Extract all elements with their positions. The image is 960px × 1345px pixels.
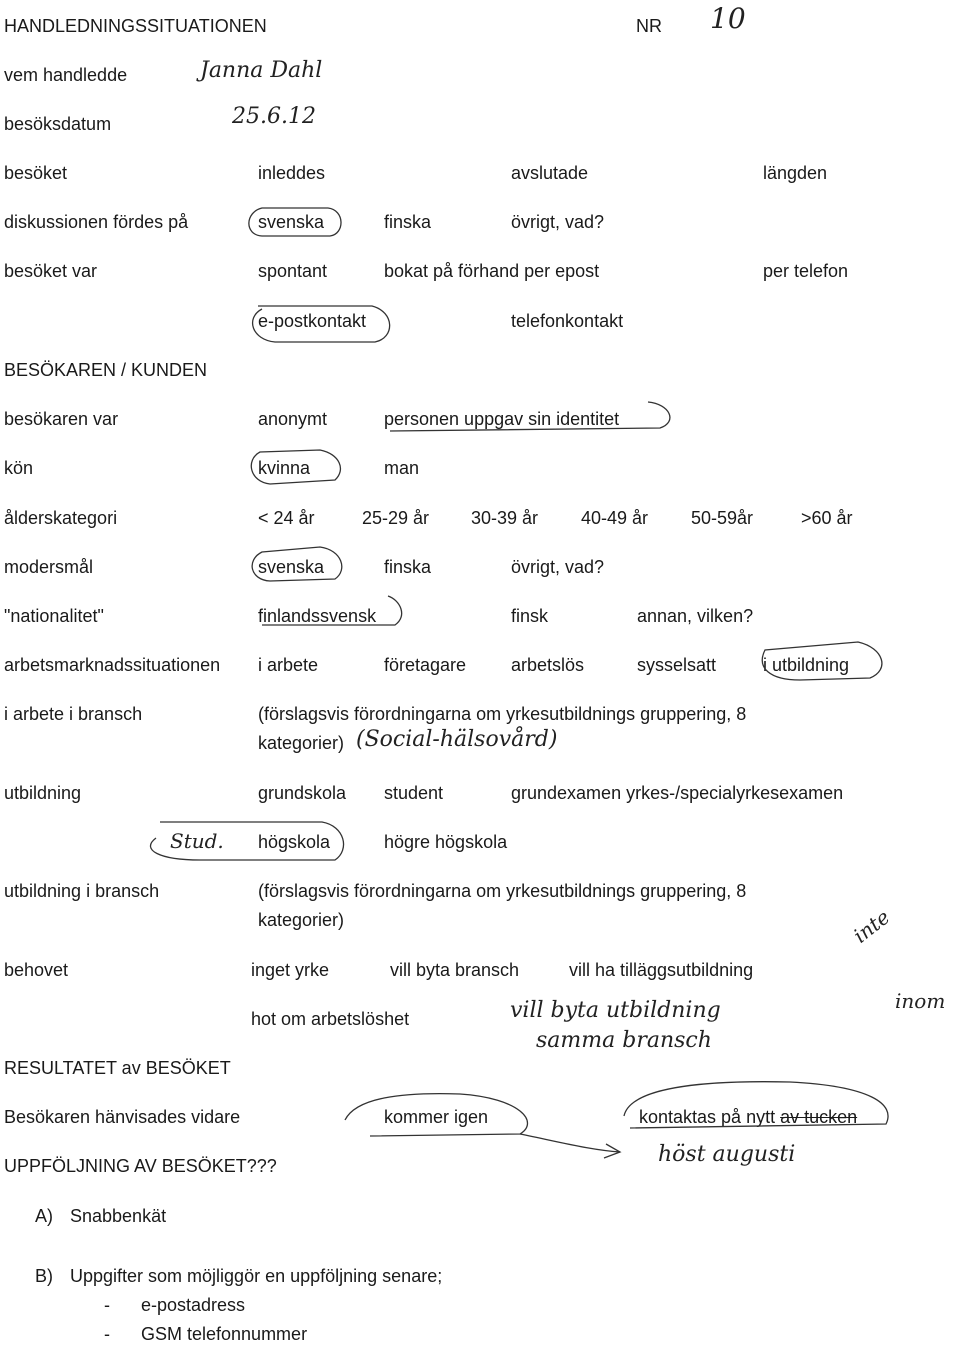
bransch-text-1: (förslagsvis förordningarna om yrkesutbildnings gruppering, 8 [258, 704, 747, 724]
besoksdatum-label: besöksdatum [4, 114, 112, 134]
kon-label: kön [4, 458, 34, 478]
behovet-handwritten-line1: vill byta utbildning [510, 998, 721, 1023]
uppfoljning-a-text: Snabbenkät [70, 1206, 167, 1226]
utbildning-option-hogre-hogskola: högre högskola [384, 832, 508, 852]
behovet-option-inget-yrke: inget yrke [251, 960, 330, 980]
utbildning-bransch-label: utbildning i bransch [4, 881, 160, 901]
utbildning-label: utbildning [4, 783, 82, 803]
nr-label: NR [636, 16, 662, 36]
besokaren-var-anonymt: anonymt [258, 409, 328, 429]
modersmal-option-svenska: svenska [258, 557, 325, 577]
nationalitet-option-annan: annan, vilken? [637, 606, 754, 626]
besoket-inleddes: inleddes [258, 163, 326, 183]
uppfoljning-dash-2: - [104, 1324, 110, 1344]
kommer-igen: kommer igen [384, 1107, 489, 1127]
bransch-handwritten: (Social-hälsovård) [356, 727, 558, 752]
arbetsmarknad-option-sysselsatt: sysselsatt [637, 655, 717, 675]
uppfoljning-b-marker: B) [35, 1266, 53, 1286]
behovet-handwritten-line2: samma bransch [536, 1028, 712, 1053]
kontaktas-struck: av tucken [780, 1107, 858, 1127]
utbildning-option-grundskola: grundskola [258, 783, 347, 803]
kontaktas-prefix: kontaktas på nytt [639, 1107, 776, 1127]
utbildning-bransch-text-2: kategorier) [258, 910, 345, 930]
hanvisades-label: Besökaren hänvisades vidare [4, 1107, 241, 1127]
besoket-avslutade: avslutade [511, 163, 589, 183]
behovet-handwritten-top: inte [848, 904, 895, 948]
uppfoljning-item-epost: e-postadress [141, 1295, 246, 1315]
nationalitet-option-finlandssvensk: finlandssvensk [258, 606, 377, 626]
diskussion-option-svenska: svenska [258, 212, 325, 232]
alder-option-1: < 24 år [258, 508, 315, 528]
kon-option-kvinna: kvinna [258, 458, 311, 478]
diskussion-option-ovrigt: övrigt, vad? [511, 212, 605, 232]
besoket-langden: längden [763, 163, 828, 183]
besoket-var-label: besöket var [4, 261, 98, 281]
uppfoljning-item-gsm: GSM telefonnummer [141, 1324, 308, 1344]
modersmal-label: modersmål [4, 557, 94, 577]
besoket-var-telefonkontakt: telefonkontakt [511, 311, 624, 331]
form-title: HANDLEDNINGSSITUATIONEN [4, 16, 267, 36]
arrow-line [520, 1134, 620, 1152]
handledare-label: vem handledde [4, 65, 128, 85]
utbildning-option-grundexamen: grundexamen yrkes-/specialyrkesexamen [511, 783, 844, 803]
utbildning-option-hogskola: högskola [258, 832, 331, 852]
diskussion-option-finska: finska [384, 212, 432, 232]
handledare-value-handwritten: Janna Dahl [200, 58, 323, 83]
besoket-var-telefon: per telefon [763, 261, 849, 281]
alder-option-3: 30-39 år [471, 508, 539, 528]
arbetsmarknad-option-foretagare: företagare [384, 655, 467, 675]
utbildning-option-student: student [384, 783, 444, 803]
bransch-text-2: kategorier) [258, 733, 345, 753]
uppfoljning-label: UPPFÖLJNING AV BESÖKET??? [4, 1156, 277, 1176]
alder-option-4: 40-49 år [581, 508, 649, 528]
besoket-var-epostkontakt: e-postkontakt [258, 311, 367, 331]
nr-value-handwritten: 10 [710, 2, 746, 35]
modersmal-option-ovrigt: övrigt, vad? [511, 557, 605, 577]
alder-option-6: >60 år [801, 508, 853, 528]
besoket-var-epost: bokat på förhand per epost [384, 261, 600, 281]
arbetsmarknad-option-utbildning: i utbildning [763, 655, 850, 675]
uppfoljning-b-text: Uppgifter som möjliggör en uppföljning senare; [70, 1266, 443, 1286]
behovet-option-tillagg: vill ha tilläggsutbildning [569, 960, 754, 980]
nationalitet-label: "nationalitet" [4, 606, 104, 626]
uppfoljning-a-marker: A) [35, 1206, 53, 1226]
alder-option-5: 50-59år [691, 508, 754, 528]
behovet-option-hot: hot om arbetslöshet [251, 1009, 410, 1029]
section-resultat: RESULTATET av BESÖKET [4, 1058, 231, 1078]
besoksdatum-value-handwritten: 25.6.12 [232, 104, 316, 129]
utbildning-handwritten-prefix: Stud. [170, 829, 224, 853]
besokaren-var-identitet: personen uppgav sin identitet [384, 409, 620, 429]
diskussion-label: diskussionen fördes på [4, 212, 189, 232]
behovet-handwritten-inom: inom [895, 989, 946, 1013]
bransch-label: i arbete i bransch [4, 704, 143, 724]
hanvisades-handwritten: höst augusti [658, 1142, 796, 1167]
besoket-var-spontant: spontant [258, 261, 328, 281]
arbetsmarknad-option-arbetslos: arbetslös [511, 655, 585, 675]
nationalitet-option-finsk: finsk [511, 606, 549, 626]
alder-option-2: 25-29 år [362, 508, 430, 528]
section-besokaren: BESÖKAREN / KUNDEN [4, 360, 208, 380]
besokaren-var-label: besökaren var [4, 409, 119, 429]
arbetsmarknad-label: arbetsmarknadssituationen [4, 655, 221, 675]
utbildning-bransch-text-1: (förslagsvis förordningarna om yrkesutbildnings gruppering, 8 [258, 881, 747, 901]
kontaktas-pa-nytt [639, 1106, 857, 1128]
behovet-option-byta-bransch: vill byta bransch [390, 960, 520, 980]
alder-label: ålderskategori [4, 508, 118, 528]
arbetsmarknad-option-i-arbete: i arbete [258, 655, 319, 675]
uppfoljning-dash-1: - [104, 1295, 110, 1315]
besoket-label: besöket [4, 163, 68, 183]
modersmal-option-finska: finska [384, 557, 432, 577]
arrow-head [604, 1144, 620, 1158]
behovet-label: behovet [4, 960, 69, 980]
kon-option-man: man [384, 458, 420, 478]
